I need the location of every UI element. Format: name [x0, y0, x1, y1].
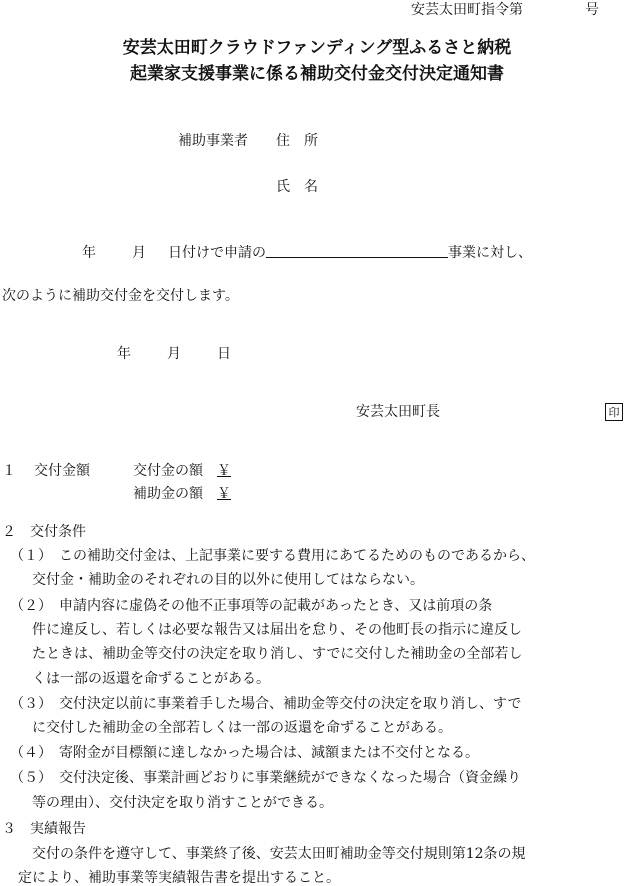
issue-date-year: 年 [117, 346, 131, 362]
application-sentence-line2: 次のように補助交付金を交付します。 [2, 288, 239, 304]
section1-label: 交付金額 [34, 463, 90, 479]
section3-line1: 交付の条件を遵守して、事業終了後、安芸太田町補助金等交付規則第12条の規 [32, 846, 526, 862]
document-title-line2: 起業家支援事業に係る補助交付金交付決定通知書 [130, 64, 504, 84]
recipient-name-label: 氏 名 [276, 179, 318, 195]
condition-2-line2: 件に違反し、若しくは必要な報告又は届出を怠り、その他町長の指示に違反し [32, 622, 522, 638]
recipient-address-label: 住 所 [276, 133, 318, 149]
document-number-prefix: 安芸太田町指令第 [411, 2, 523, 18]
subsidy-amount-label: 補助金の額 [133, 486, 203, 502]
issue-date-month: 月 [167, 346, 181, 362]
condition-1-line2: 交付金・補助金のそれぞれの目的以外に使用してはならない。 [32, 572, 424, 588]
grant-amount-row [133, 464, 231, 478]
application-month: 月 [132, 245, 146, 261]
condition-2-line1: （２） 申請内容に虚偽その他不正事項等の記載があったとき、又は前項の条 [10, 598, 493, 614]
condition-5-line2: 等の理由）、交付決定を取り消すことができる。 [32, 795, 333, 811]
application-sentence [82, 245, 532, 260]
section2-heading: ２ 交付条件 [2, 524, 86, 540]
application-day-text: 日付けで申請の [168, 245, 266, 261]
condition-4-line1: （４） 寄附金が目標額に達しなかった場合は、減額または不交付となる。 [10, 745, 479, 761]
recipient-label: 補助事業者 [178, 133, 248, 149]
project-name-blank [266, 245, 448, 258]
document-number [411, 3, 599, 17]
issue-date-day: 日 [217, 346, 231, 362]
seal-icon: 印 [605, 403, 623, 421]
subsidy-amount-row [133, 487, 231, 501]
condition-5-line1: （５） 交付決定後、事業計画どおりに事業継続ができなくなった場合（資金繰り [10, 770, 521, 786]
section1-number: １ [2, 463, 16, 479]
document-number-suffix: 号 [585, 2, 599, 18]
application-suffix: 事業に対し、 [448, 245, 532, 261]
issue-date [117, 347, 231, 361]
seal-mark [605, 403, 623, 421]
condition-2-line4: くは一部の返還を命ずることがある。 [32, 671, 270, 687]
section3-line2: 定により、補助事業等実績報告書を提出すること。 [18, 870, 340, 886]
condition-3-line1: （３） 交付決定以前に事業着手した場合、補助金等交付の決定を取り消し、すで [10, 696, 522, 712]
document-title-line1: 安芸太田町クラウドファンディング型ふるさと納税 [122, 38, 512, 58]
application-year: 年 [82, 245, 96, 261]
section3-heading: ３ 実績報告 [2, 821, 86, 837]
grant-amount-yen: ￥ [217, 463, 231, 479]
grant-amount-label: 交付金の額 [133, 463, 203, 479]
subsidy-amount-yen: ￥ [217, 486, 231, 502]
condition-3-line2: に交付した補助金の全部若しくは一部の返還を命ずることがある。 [32, 720, 452, 736]
condition-2-line3: たときは、補助金等交付の決定を取り消し、すでに交付した補助金の全部若し [32, 646, 523, 662]
issuer-name: 安芸太田町長 [356, 404, 440, 420]
condition-1-line1: （１） この補助交付金は、上記事業に要する費用にあてるためのものであるから、 [10, 548, 535, 564]
